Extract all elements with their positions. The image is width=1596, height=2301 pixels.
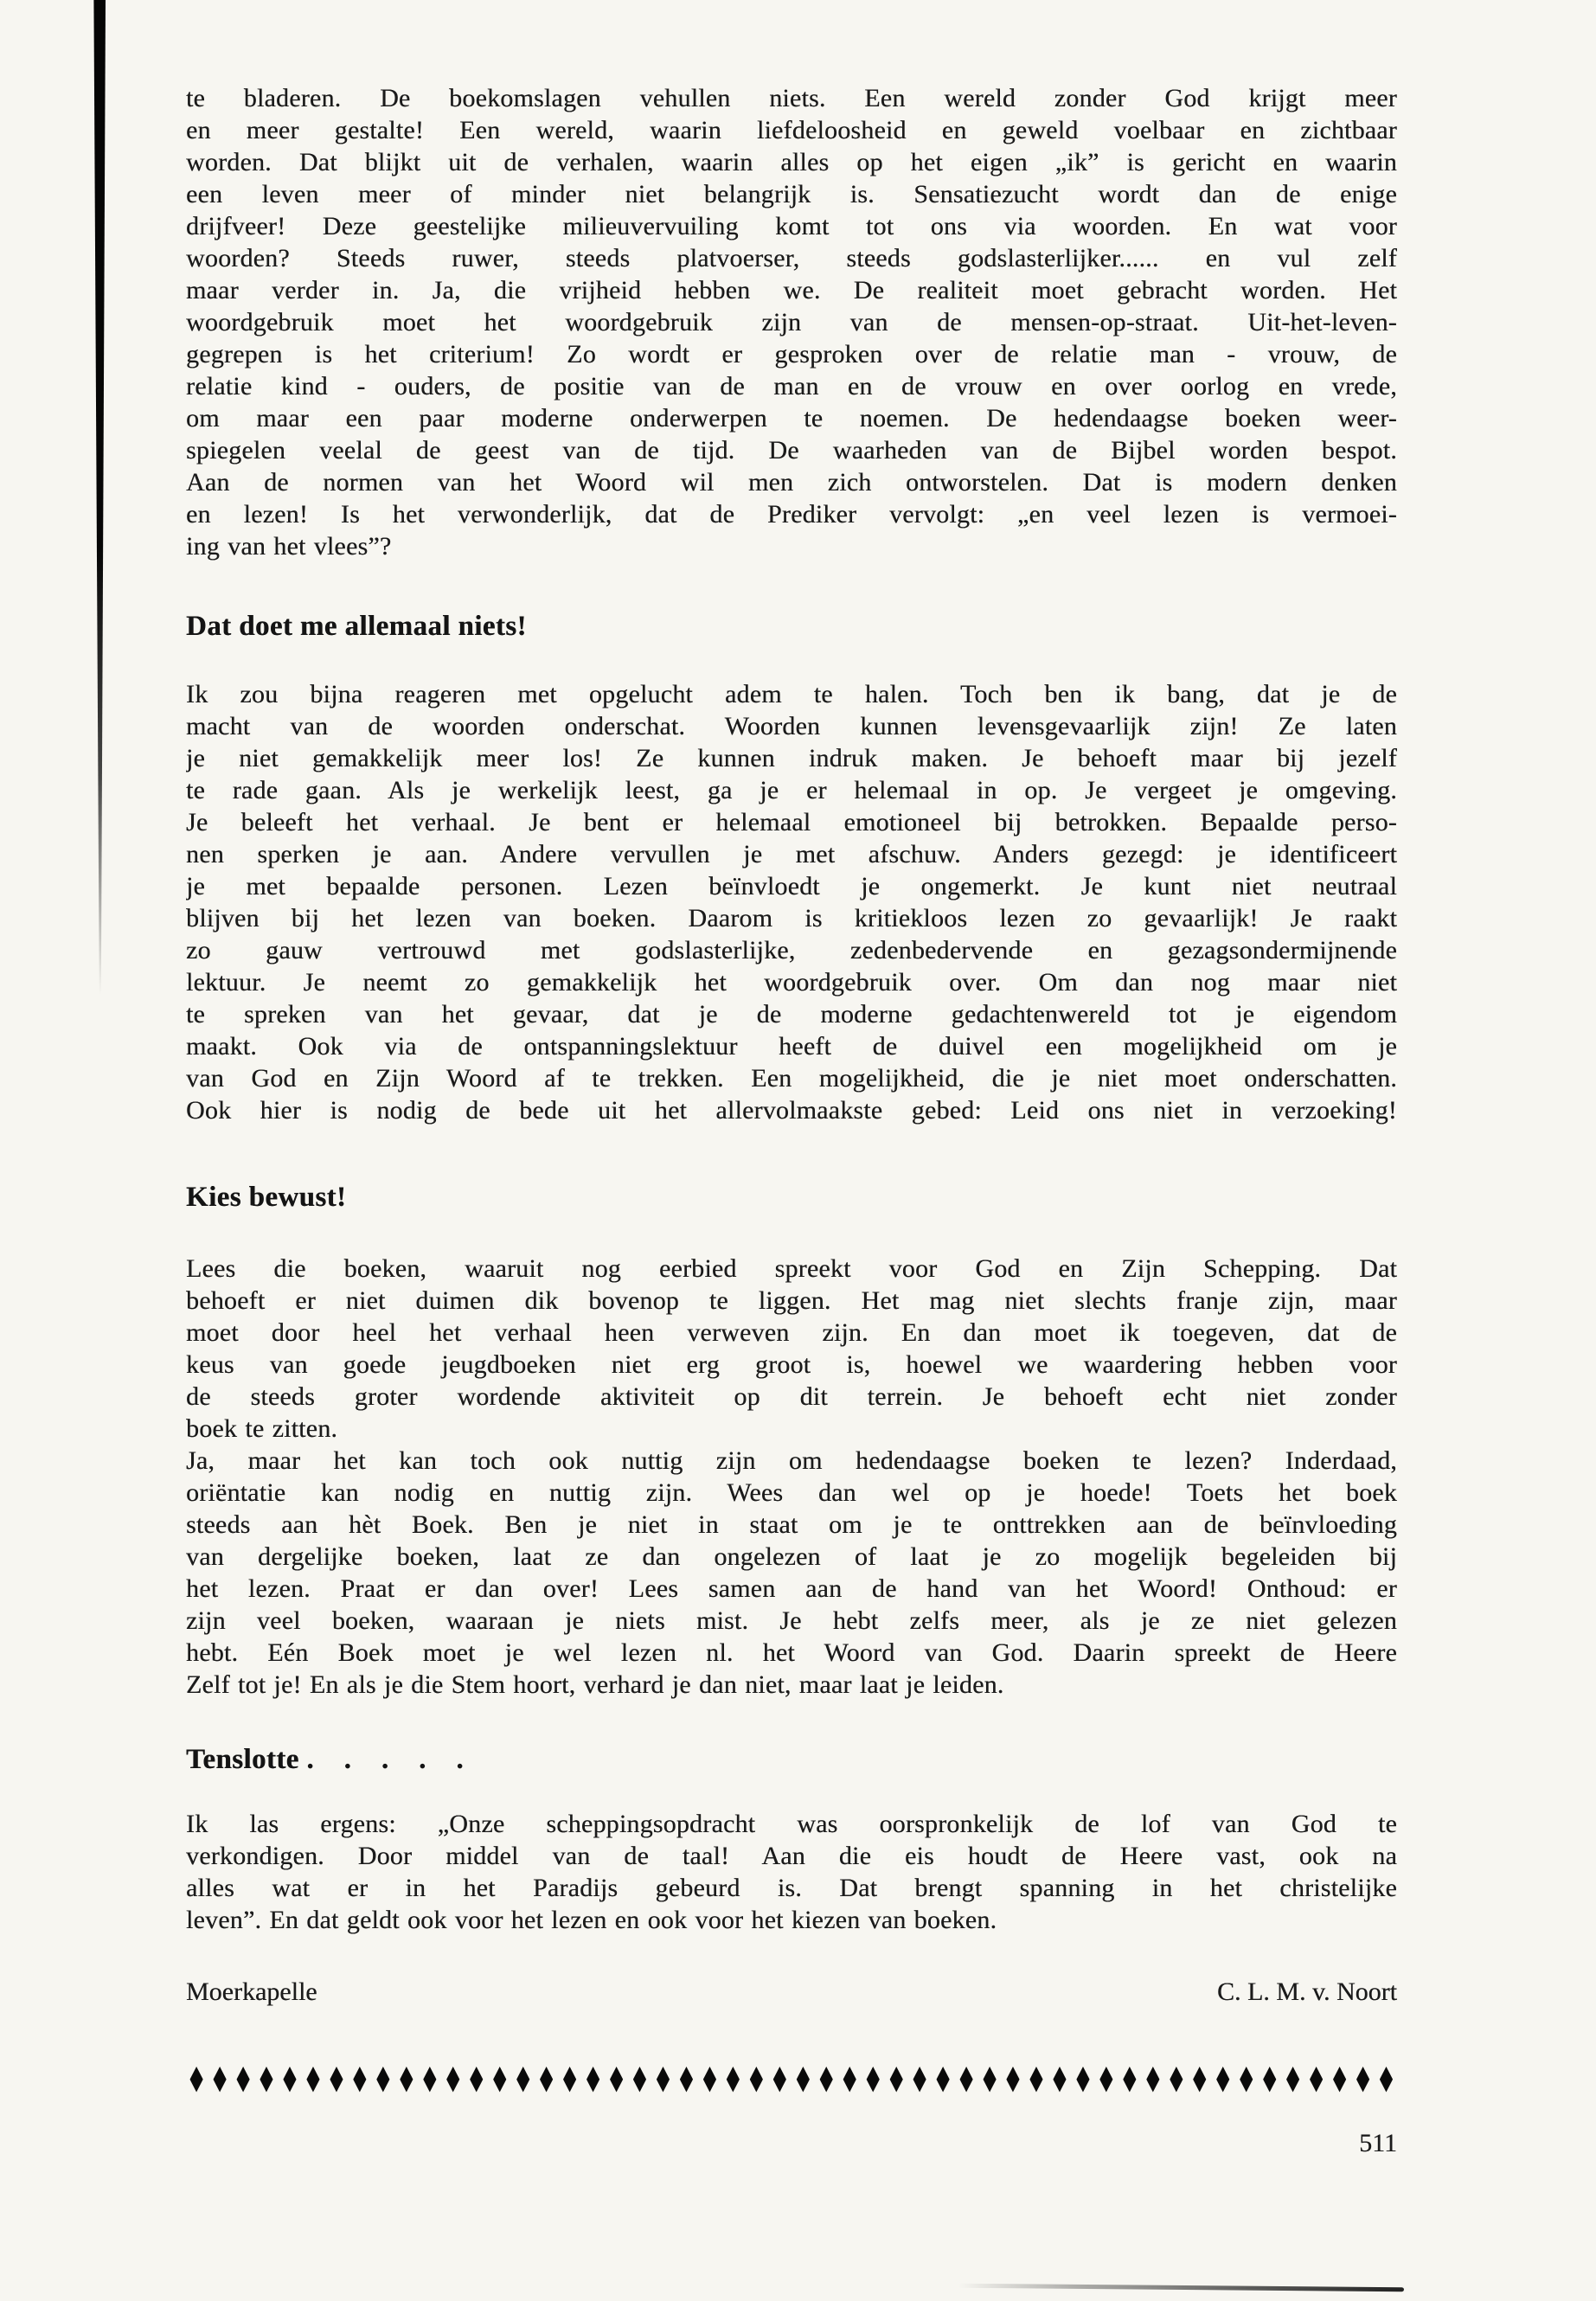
text-line: hebt. Eén Boek moet je wel lezen nl. het Woord van God. Daarin spreekt de Heere — [186, 1638, 1397, 1667]
text-line: relatie kind - ouders, de positie van de man en de vrouw en over oorlog en vrede, — [186, 372, 1397, 401]
text-line: lektuur. Je neemt zo gemakkelijk het woordgebruik over. Om dan nog maar niet — [186, 968, 1397, 997]
paragraph-kies-bewust — [186, 1253, 1397, 1701]
text-line: Ja, maar het kan toch ook nuttig zijn om hedendaagse boeken te lezen? Inderdaad, — [186, 1446, 1397, 1475]
page-number: 511 — [1359, 2129, 1397, 2157]
diamond-icon: ♦ — [1212, 2060, 1234, 2101]
diamond-icon: ♦ — [839, 2060, 861, 2101]
diamond-icon: ♦ — [699, 2060, 721, 2101]
text-line: moet door heel het verhaal heen verweven zijn. En dan moet ik toegeven, dat de — [186, 1318, 1397, 1347]
text-line: van dergelijke boeken, laat ze dan ongelezen of laat je zo mogelijk begeleiden bij — [186, 1542, 1397, 1571]
diamond-icon: ♦ — [1259, 2060, 1280, 2101]
section-heading-dat-doet-me-allemaal-niets: Dat doet me allemaal niets! — [186, 611, 527, 642]
text-line: je met bepaalde personen. Lezen beïnvloedt je ongemerkt. Je kunt niet neutraal — [186, 872, 1397, 901]
diamond-icon: ♦ — [419, 2060, 440, 2101]
text-line: maakt. Ook via de ontspanningslektuur heeft de duivel een mogelijkheid om je — [186, 1032, 1397, 1061]
diamond-icon: ♦ — [255, 2060, 278, 2101]
diamond-icon: ♦ — [1305, 2060, 1327, 2101]
section-heading-tenslotte: Tenslotte . . . . . — [186, 1744, 465, 1775]
text-line: je niet gemakkelijk meer los! Ze kunnen indruk maken. Je behoeft maar bij jezelf — [186, 744, 1397, 772]
diamond-icon: ♦ — [816, 2060, 837, 2101]
text-line: verkondigen. Door middel van de taal! Aan die eis houdt de Heere vast, ook na — [186, 1842, 1397, 1870]
diamond-icon: ♦ — [1095, 2060, 1117, 2101]
diamond-icon: ♦ — [629, 2060, 651, 2101]
diamond-icon: ♦ — [1072, 2060, 1094, 2101]
diamond-icon: ♦ — [955, 2060, 977, 2101]
scan-smudge-artifact — [958, 2284, 1404, 2291]
diamond-icon: ♦ — [862, 2060, 884, 2101]
text-line: leven”. En dat geldt ook voor het lezen en ook voor het kiezen van boeken. — [186, 1906, 997, 1934]
diamond-icon: ♦ — [933, 2060, 954, 2101]
text-line: Aan de normen van het Woord wil men zich ontworstelen. Dat is modern denken — [186, 468, 1397, 497]
text-line: om maar een paar moderne onderwerpen te noemen. De hedendaagse boeken weer- — [186, 404, 1397, 433]
text-line: de steeds groter wordende aktiviteit op dit terrein. Je behoeft echt niet zonder — [186, 1382, 1397, 1411]
signature-author: C. L. M. v. Noort — [1216, 1977, 1397, 2006]
text-line: behoeft er niet duimen dik bovenop te liggen. Het mag niet slechts franje zijn, maar — [186, 1286, 1397, 1315]
text-line: en meer gestalte! Een wereld, waarin liefdeloosheid en geweld voelbaar en zichtbaar — [186, 116, 1397, 144]
text-line: oriëntatie kan nodig en nuttig zijn. Wees dan wel op je hoede! Toets het boek — [186, 1478, 1397, 1507]
text-line: te spreken van het gevaar, dat je de moderne gedachtenwereld tot je eigendom — [186, 1000, 1397, 1029]
text-line: woorden? Steeds ruwer, steeds platvoerser, steeds godslasterlijker...... en vul zelf — [186, 244, 1397, 272]
diamond-icon: ♦ — [489, 2060, 510, 2101]
diamond-icon: ♦ — [208, 2060, 231, 2101]
diamond-icon: ♦ — [325, 2060, 348, 2101]
diamond-icon: ♦ — [186, 2060, 208, 2101]
diamond-icon: ♦ — [1142, 2060, 1163, 2101]
diamond-icon: ♦ — [676, 2060, 697, 2101]
diamond-icon: ♦ — [465, 2060, 487, 2101]
text-line: en lezen! Is het verwonderlijk, dat de Prediker vervolgt: „en veel lezen is vermoei- — [186, 500, 1397, 529]
diamond-icon: ♦ — [792, 2060, 814, 2101]
diamond-icon: ♦ — [442, 2060, 464, 2101]
text-line: alles wat er in het Paradijs gebeurd is. Dat brengt spanning in het christelijke — [186, 1874, 1397, 1902]
diamond-icon: ♦ — [302, 2060, 324, 2101]
diamond-icon: ♦ — [372, 2060, 394, 2101]
text-line: te bladeren. De boekomslagen vehullen niets. Een wereld zonder God krijgt meer — [186, 84, 1397, 112]
text-line: boek te zitten. — [186, 1414, 338, 1443]
text-line: nen sperken je aan. Andere vervullen je met afschuw. Anders gezegd: je identificeert — [186, 840, 1397, 868]
diamond-icon: ♦ — [1025, 2060, 1048, 2101]
text-line: blijven bij het lezen van boeken. Daarom is kritiekloos lezen zo gevaarlijk! Je raakt — [186, 904, 1397, 933]
text-line: zijn veel boeken, waaraan je niets mist. Je hebt zelfs meer, als je ze niet gelezen — [186, 1606, 1397, 1635]
text-line: een leven meer of minder niet belangrijk is. Sensatiezucht wordt dan de enige — [186, 180, 1397, 208]
text-line: Ik zou bijna reageren met opgelucht adem te halen. Toch ben ik bang, dat je de — [186, 680, 1397, 708]
diamond-icon: ♦ — [886, 2060, 907, 2101]
diamond-icon: ♦ — [978, 2060, 1001, 2101]
diamond-icon: ♦ — [909, 2060, 931, 2101]
diamond-icon: ♦ — [232, 2060, 254, 2101]
text-line: worden. Dat blijkt uit de verhalen, waarin alles op het eigen „ik” is gericht en waarin — [186, 148, 1397, 176]
diamond-icon: ♦ — [559, 2060, 580, 2101]
diamond-icon: ♦ — [349, 2060, 370, 2101]
paragraph-intro — [186, 82, 1397, 562]
text-line: Je beleeft het verhaal. Je bent er helemaal emotioneel bij betrokken. Bepaalde perso- — [186, 808, 1397, 836]
text-line: spiegelen veelal de geest van de tijd. De waarheden van de Bijbel worden bespot. — [186, 436, 1397, 465]
text-line: ing van het vlees”? — [186, 532, 392, 561]
text-line: Lees die boeken, waaruit nog eerbied spreekt voor God en Zijn Schepping. Dat — [186, 1254, 1397, 1283]
text-line: steeds aan hèt Boek. Ben je niet in staat om je te onttrekken aan de beïnvloeding — [186, 1510, 1397, 1539]
text-line: te rade gaan. Als je werkelijk leest, ga je er helemaal in op. Je vergeet je omgeving. — [186, 776, 1397, 804]
diamond-icon: ♦ — [1189, 2060, 1210, 2101]
text-line: Ik las ergens: „Onze scheppingsopdracht was oorspronkelijk de lof van God te — [186, 1810, 1397, 1838]
diamond-icon: ♦ — [1002, 2060, 1024, 2101]
diamond-icon: ♦ — [606, 2060, 627, 2101]
diamond-icon: ♦ — [746, 2060, 767, 2101]
diamond-icon: ♦ — [1048, 2060, 1071, 2101]
text-line: woordgebruik moet het woordgebruik zijn van de mensen-op-straat. Uit-het-leven- — [186, 308, 1397, 336]
diamond-icon: ♦ — [1329, 2060, 1350, 2101]
text-line: maar verder in. Ja, die vrijheid hebben we. De realiteit moet gebracht worden. Het — [186, 276, 1397, 304]
text-line: gegrepen is het criterium! Zo wordt er gesproken over de relatie man - vrouw, de — [186, 340, 1397, 369]
signature-row — [186, 1976, 1397, 2008]
paragraph-dat-doet-me-allemaal-niets — [186, 678, 1397, 1126]
text-line: Ook hier is nodig de bede uit het allervolmaakste gebed: Leid ons niet in verzoeking! — [186, 1096, 1397, 1125]
text-line: van God en Zijn Woord af te trekken. Een mogelijkheid, die je niet moet onderschatten. — [186, 1064, 1397, 1093]
diamond-icon: ♦ — [722, 2060, 744, 2101]
diamond-icon: ♦ — [652, 2060, 674, 2101]
diamond-icon: ♦ — [1352, 2060, 1374, 2101]
diamond-icon: ♦ — [512, 2060, 534, 2101]
diamond-icon: ♦ — [1375, 2060, 1397, 2101]
scan-binding-edge-artifact — [90, 0, 107, 995]
section-heading-kies-bewust: Kies bewust! — [186, 1182, 347, 1213]
diamond-divider — [186, 2054, 1397, 2106]
page-text-column — [186, 82, 1397, 2159]
text-line: Zelf tot je! En als je die Stem hoort, verhard je dan niet, maar laat je leiden. — [186, 1670, 1004, 1699]
text-line: keus van goede jeugdboeken niet erg groot is, hoewel we waardering hebben voor — [186, 1350, 1397, 1379]
diamond-icon: ♦ — [769, 2060, 791, 2101]
diamond-icon: ♦ — [395, 2060, 417, 2101]
diamond-icon: ♦ — [535, 2060, 557, 2101]
signature-place: Moerkapelle — [186, 1977, 317, 2006]
diamond-icon: ♦ — [1165, 2060, 1187, 2101]
paragraph-tenslotte — [186, 1808, 1397, 1936]
diamond-icon: ♦ — [1118, 2060, 1140, 2101]
text-line: macht van de woorden onderschat. Woorden kunnen levensgevaarlijk zijn! Ze laten — [186, 712, 1397, 740]
diamond-icon: ♦ — [582, 2060, 604, 2101]
text-line: drijfveer! Deze geestelijke milieuvervuiling komt tot ons via woorden. En wat voor — [186, 212, 1397, 240]
diamond-icon: ♦ — [1235, 2060, 1257, 2101]
text-line: het lezen. Praat er dan over! Lees samen aan de hand van het Woord! Onthoud: er — [186, 1574, 1397, 1603]
diamond-icon: ♦ — [1282, 2060, 1304, 2101]
diamond-icon: ♦ — [279, 2060, 301, 2101]
text-line: zo gauw vertrouwd met godslasterlijke, zedenbedervende en gezagsondermijnende — [186, 936, 1397, 965]
